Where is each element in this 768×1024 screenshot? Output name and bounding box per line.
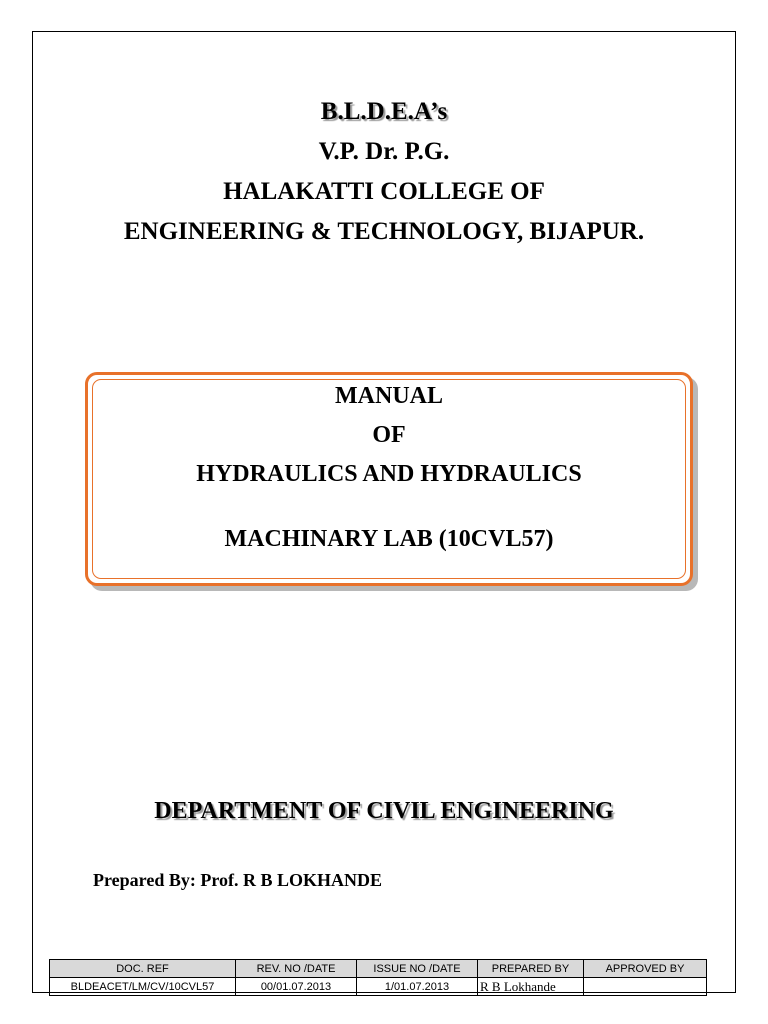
cell-issue-no: 1/01.07.2013 <box>357 978 478 996</box>
manual-title-line-2: OF <box>372 422 406 448</box>
header-rev-no: REV. NO /DATE <box>236 960 357 978</box>
college-name-line-1: V.P. Dr. P.G. <box>318 138 450 165</box>
table-row <box>50 978 707 996</box>
manual-title-line-3: HYDRAULICS AND HYDRAULICS <box>196 461 582 487</box>
institution-name: B.L.D.E.A’s <box>320 98 448 125</box>
document-control-table <box>49 959 707 996</box>
college-name-line-2: HALAKATTI COLLEGE OF <box>223 178 545 205</box>
header-doc-ref: DOC. REF <box>50 960 236 978</box>
department-title: DEPARTMENT OF CIVIL ENGINEERING <box>154 798 614 824</box>
cell-approved-by <box>584 978 707 996</box>
manual-title-line-4: MACHINARY LAB (10CVL57) <box>224 526 554 552</box>
table-header-row <box>50 960 707 978</box>
cell-prepared-by: R B Lokhande <box>478 978 584 996</box>
college-name-line-3: ENGINEERING & TECHNOLOGY, BIJAPUR. <box>123 218 645 245</box>
header-prepared-by: PREPARED BY <box>478 960 584 978</box>
header-issue-no: ISSUE NO /DATE <box>357 960 478 978</box>
cell-rev-no: 00/01.07.2013 <box>236 978 357 996</box>
college-header <box>32 92 736 252</box>
cell-doc-ref: BLDEACET/LM/CV/10CVL57 <box>50 978 236 996</box>
header-approved-by: APPROVED BY <box>584 960 707 978</box>
manual-title-line-1: MANUAL <box>335 383 443 409</box>
prepared-by: Prepared By: Prof. R B LOKHANDE <box>93 870 382 890</box>
